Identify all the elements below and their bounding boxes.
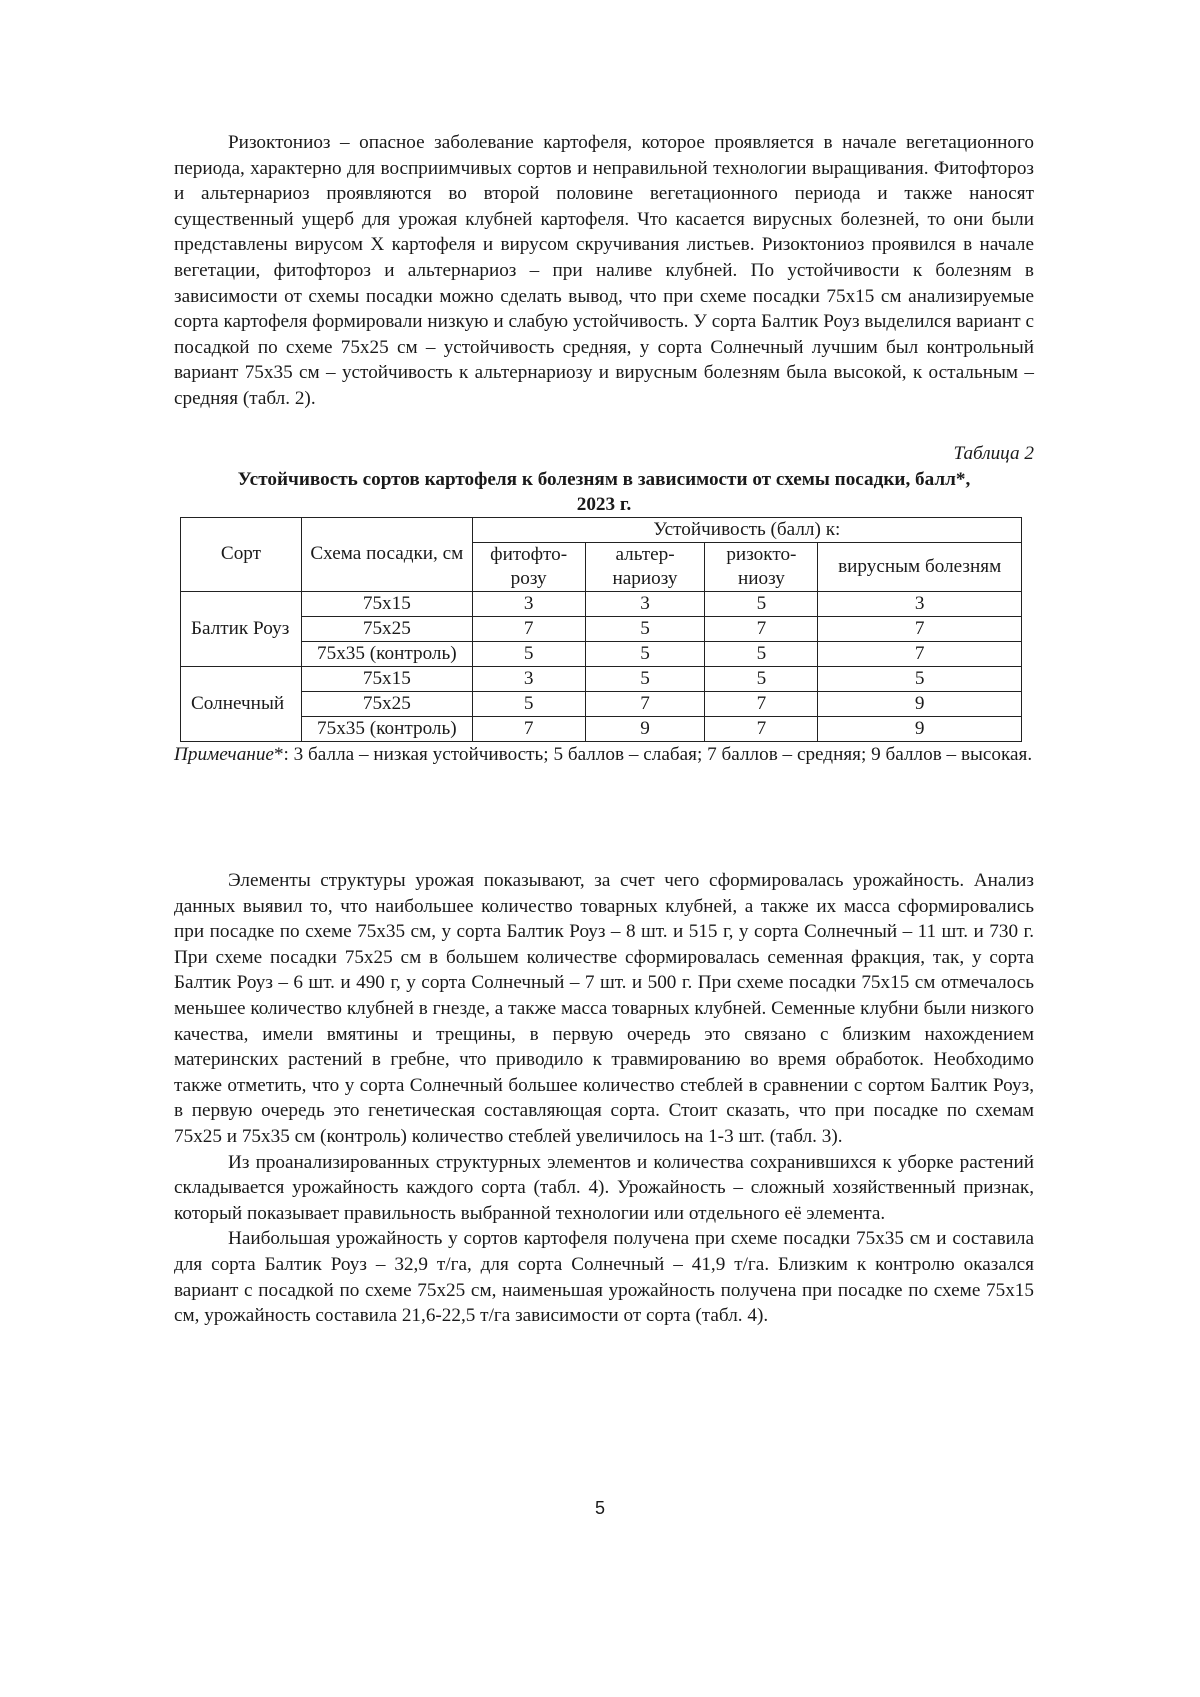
paragraph-3-text: Из проанализированных структурных элементов и количества сохранившихся к уборке растений складывается урожайность каждого сорта (табл. 4). Урожайность – сложный хозяйственный признак, который показывает правильность выбранной технологии или отдельного её элемента.: [174, 1151, 1034, 1224]
header-phytophthora: фитофто-розу: [472, 542, 585, 591]
header-rhizoctonia: ризокто-ниозу: [705, 542, 818, 591]
table-note: [174, 742, 1034, 768]
value-cell: 7: [472, 716, 585, 741]
table-row: [181, 716, 1022, 741]
value-cell: 5: [472, 641, 585, 666]
value-cell: 7: [818, 641, 1022, 666]
scheme-cell: 75x25: [301, 616, 472, 641]
scheme-cell: 75x35 (контроль): [301, 716, 472, 741]
page-number: 5: [594, 1498, 605, 1518]
value-cell: 5: [705, 641, 818, 666]
scheme-cell: 75x25: [301, 691, 472, 716]
header-resistance: Устойчивость (балл) к:: [472, 517, 1021, 542]
value-cell: 3: [472, 591, 585, 616]
value-cell: 3: [472, 666, 585, 691]
table-row: [181, 591, 1022, 616]
value-cell: 5: [472, 691, 585, 716]
table-row: [181, 666, 1022, 691]
scheme-cell: 75x35 (контроль): [301, 641, 472, 666]
table-row: [181, 691, 1022, 716]
value-cell: 3: [818, 591, 1022, 616]
variety-cell: Солнечный: [181, 666, 302, 741]
value-cell: 7: [705, 616, 818, 641]
header-scheme: Схема посадки, см: [301, 517, 472, 591]
value-cell: 9: [585, 716, 705, 741]
paragraph-1-text: Ризоктониоз – опасное заболевание картофеля, которое проявляется в начале вегетационного периода, характерно для восприимчивых сортов и неправильной технологии выращивания. Фитофтороз и альтернариоз проявляются во второй половине вегетационного периода и также наносят существенный ущерб для урожая клубней картофеля. Что касается вирусных болезней, то они были представлены вирусом Х картофеля и вирусом скручивания листьев. Ризоктониоз проявился в начале вегетации, фитофтороз и альтернариоз – при наливе клубней. По устойчивости к болезням в зависимости от схемы посадки можно сделать вывод, что при схеме посадки 75x15 см анализируемые сорта картофеля формировали низкую и слабую устойчивость. У сорта Балтик Роуз выделился вариант с посадкой по схеме 75x25 см – устойчивость средняя, у сорта Солнечный лучшим был контрольный вариант 75x35 см – устойчивость к альтернариозу и вирусным болезням была высокой, к остальным – средняя (табл. 2).: [174, 132, 1034, 409]
value-cell: 7: [472, 616, 585, 641]
paragraph-1: [174, 130, 1034, 412]
table-note-text: *: 3 балла – низкая устойчивость; 5 баллов – слабая; 7 баллов – средняя; 9 баллов – высокая.: [273, 743, 1033, 765]
value-cell: 7: [705, 716, 818, 741]
value-cell: 5: [705, 666, 818, 691]
table-title-line2: 2023 г.: [576, 493, 632, 515]
value-cell: 9: [818, 691, 1022, 716]
value-cell: 5: [585, 666, 705, 691]
value-cell: 5: [585, 616, 705, 641]
value-cell: 7: [585, 691, 705, 716]
value-cell: 5: [818, 666, 1022, 691]
table-row: [181, 641, 1022, 666]
header-viruses: вирусным болезням: [818, 542, 1022, 591]
value-cell: 5: [705, 591, 818, 616]
table-label: Таблица 2: [953, 443, 1034, 464]
paragraph-4-text: Наибольшая урожайность у сортов картофеля получена при схеме посадки 75x35 см и составила для сорта Балтик Роуз – 32,9 т/га, для сорта Солнечный – 41,9 т/га. Близким к контролю оказался вариант с посадкой по схеме 75x25 см, наименьшая урожайность получена при посадке по схеме 75x15 см, урожайность составила 21,6-22,5 т/га зависимости от сорта (табл. 4).: [174, 1228, 1034, 1327]
scheme-cell: 75x15: [301, 591, 472, 616]
table-row: [181, 616, 1022, 641]
table-2-block: [174, 441, 1034, 767]
value-cell: 7: [818, 616, 1022, 641]
body-paragraphs: [174, 868, 1034, 1329]
value-cell: 7: [705, 691, 818, 716]
table-title-line1: Устойчивость сортов картофеля к болезням в зависимости от схемы посадки, балл*,: [237, 468, 971, 490]
resistance-table: [180, 517, 1022, 742]
paragraph-2-text: Элементы структуры урожая показывают, за счет чего сформировалась урожайность. Анализ данных выявил то, что наибольшее количество товарных клубней, а также их масса сформировались при посадке по схеме 75x35 см, у сорта Балтик Роуз – 8 шт. и 515 г, у сорта Солнечный – 11 шт. и 730 г. При схеме посадки 75x25 см в большем количестве сформировалась семенная фракция, так, у сорта Балтик Роуз – 6 шт. и 490 г, у сорта Солнечный – 7 шт. и 500 г. При схеме посадки 75x15 см отмечалось меньшее количество клубней в гнезде, а также масса товарных клубней. Семенные клубни были низкого качества, имели вмятины и трещины, в первую очередь это связано с близким нахождением материнских растений в гребне, что приводило к травмированию во время обработок. Необходимо также отметить, что у сорта Солнечный большее количество стеблей в сравнении с сортом Балтик Роуз, в первую очередь это генетическая составляющая сорта. Стоит сказать, что при посадке по схемам 75x25 и 75x35 см (контроль) количество стеблей увеличилось на 1-3 шт. (табл. 3).: [174, 870, 1034, 1147]
variety-cell: Балтик Роуз: [181, 591, 302, 666]
table-note-label: Примечание: [174, 743, 274, 765]
value-cell: 9: [818, 716, 1022, 741]
header-alternaria: альтер-нариозу: [585, 542, 705, 591]
scheme-cell: 75x15: [301, 666, 472, 691]
value-cell: 3: [585, 591, 705, 616]
header-sort: Сорт: [181, 517, 302, 591]
value-cell: 5: [585, 641, 705, 666]
